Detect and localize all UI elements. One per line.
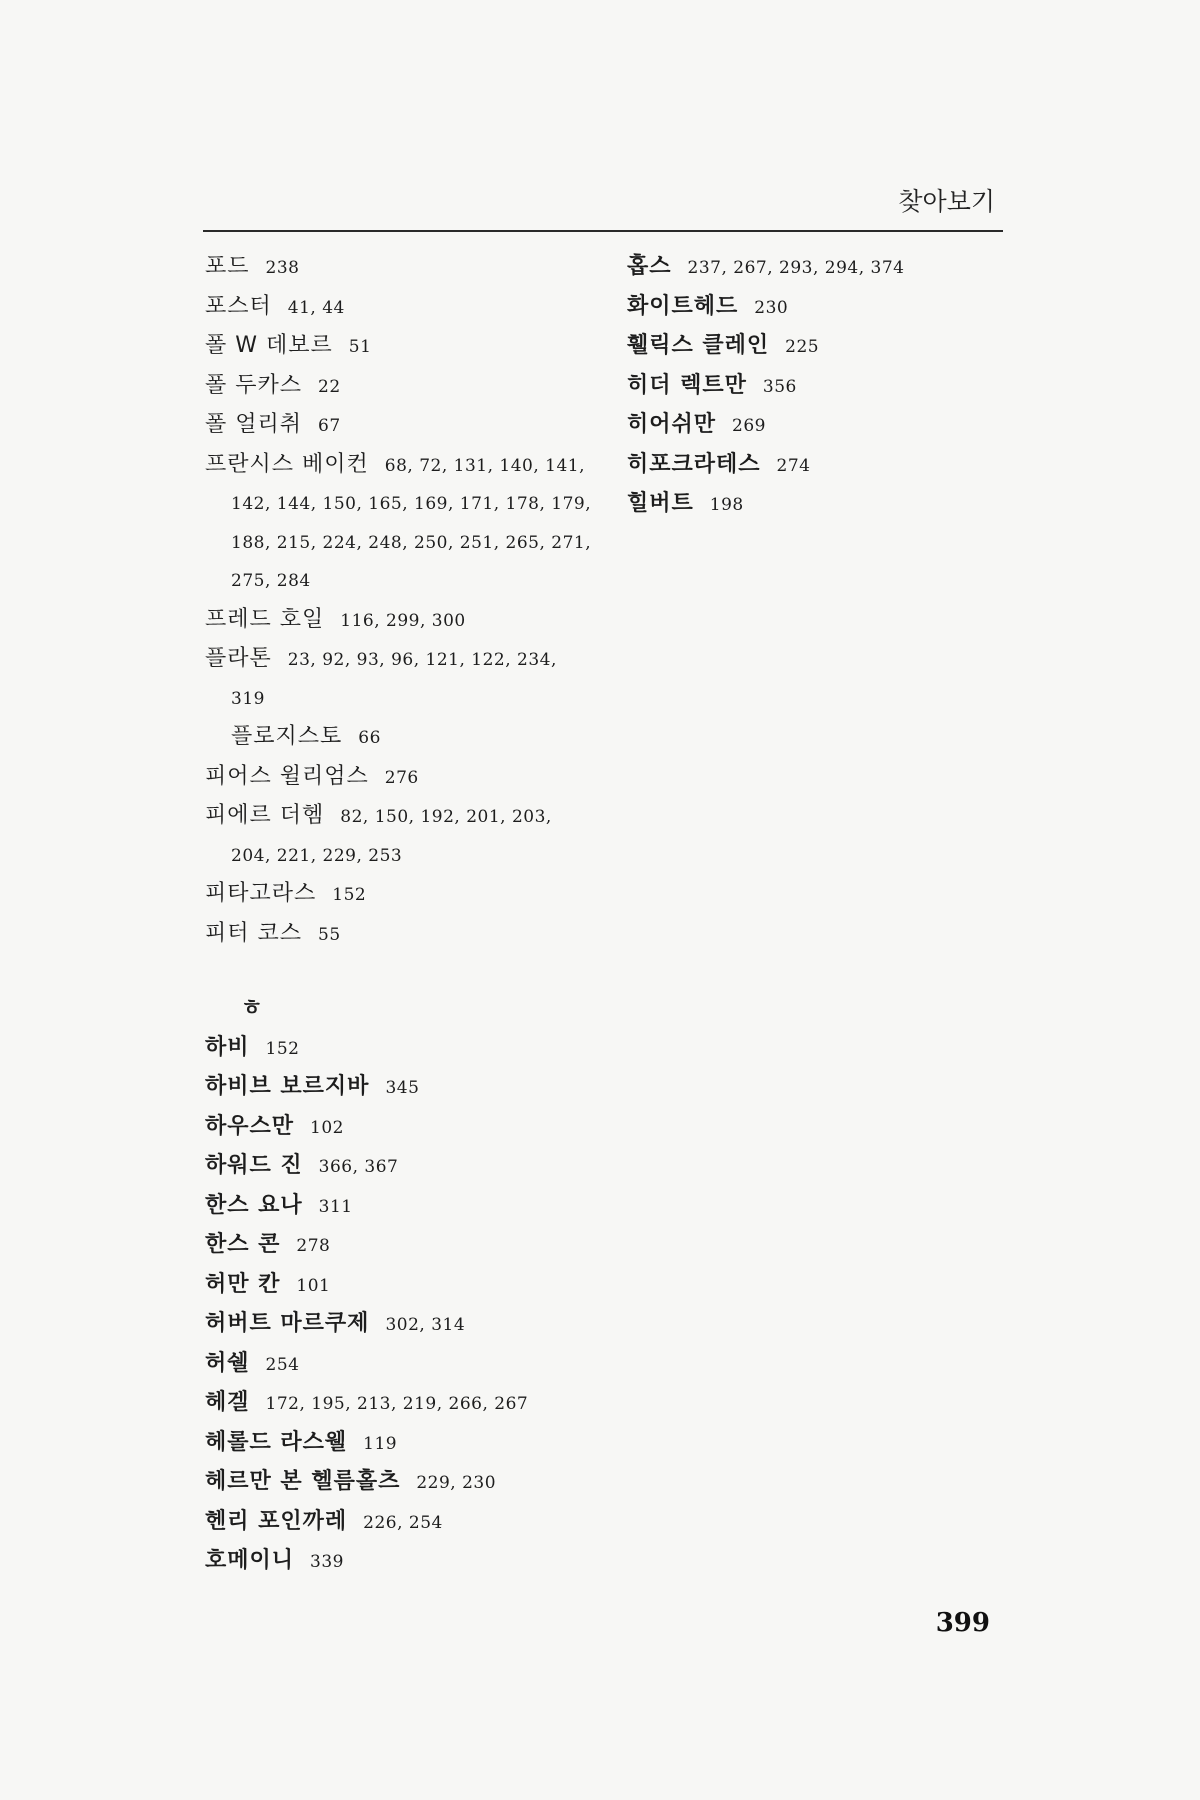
index-entry [205,288,615,328]
index-entry [627,406,1007,446]
entry-term: 폴 얼리취 [205,412,303,437]
entry-term: 플라톤 [205,646,272,671]
index-entry [205,875,615,915]
entry-term: 헤르만 본 헬름홀츠 [205,1469,401,1494]
entry-continuation: 188, 215, 224, 248, 250, 251, 265, 271, [231,532,592,553]
index-entry [205,248,615,288]
entry-term: 홉스 [627,254,672,279]
index-entry [205,1187,615,1227]
index-entry [205,915,615,955]
index-entry [627,288,1007,328]
index-entry [205,718,615,758]
entry-pages: 55 [318,924,341,945]
index-entry [205,1226,615,1266]
index-entry [205,1305,615,1345]
index-entry [205,327,615,367]
index-entry [205,367,615,407]
index-entry [205,1503,615,1543]
entry-pages: 82, 150, 192, 201, 203, [340,807,552,827]
index-entry [205,797,615,837]
index-entry [205,1424,615,1464]
entry-term: 프레드 호일 [205,606,325,632]
index-entry [205,640,615,680]
entry-pages: 254 [265,1354,300,1375]
entry-pages: 226, 254 [363,1512,443,1533]
entry-term: 프란시스 베이컨 [205,451,369,477]
entry-term: 한스 콘 [205,1232,281,1257]
entry-term: 하우스만 [205,1113,295,1139]
entry-pages: 356 [762,376,797,397]
entry-pages: 269 [732,416,766,436]
entry-continuation: 204, 221, 229, 253 [231,845,403,866]
section-heading: ㅎ [241,996,263,1021]
entry-pages: 51 [348,337,372,357]
index-entry [205,1108,615,1148]
index-entry [205,1542,615,1582]
index-entry [205,1463,615,1503]
entry-term: 피터 코스 [205,920,303,946]
header-rule [203,230,1003,232]
entry-term: 하비브 보르지바 [205,1074,370,1099]
entry-pages: 68, 72, 131, 140, 141, [384,455,586,476]
entry-term: 한스 요나 [205,1192,303,1218]
entry-term: 휄릭스 클레인 [627,333,770,358]
entry-pages: 41, 44 [287,297,345,318]
entry-term: 하워드 진 [205,1153,303,1178]
entry-term: 허만 칸 [205,1271,281,1297]
index-entry [205,601,615,641]
entry-pages: 152 [332,885,367,905]
index-entry [205,446,615,486]
entry-term: 호메이니 [205,1548,295,1573]
entry-term: 피타고라스 [205,881,317,906]
entry-term: 허쉘 [205,1350,250,1376]
index-entry [205,1147,615,1187]
index-entry [627,446,1007,486]
entry-term: 헤겔 [205,1390,250,1415]
index-entry [205,1384,615,1424]
entry-term: 히어쉬만 [627,412,717,437]
entry-pages: 225 [785,337,820,357]
entry-pages: 116, 299, 300 [340,610,466,631]
entry-term: 히포크라테스 [627,451,761,477]
entry-pages: 274 [776,455,811,476]
index-entry [627,485,1007,525]
entry-term: 하비 [205,1034,250,1060]
entry-pages: 119 [363,1433,398,1454]
entry-pages: 101 [296,1275,331,1296]
entry-pages: 230 [754,297,789,318]
index-entry [205,758,615,798]
entry-pages: 238 [265,258,300,278]
entry-term: 피에르 더헴 [205,803,325,828]
entry-term: 포드 [205,254,250,279]
entry-pages: 152 [265,1038,300,1059]
entry-pages: 345 [385,1078,420,1098]
entry-pages: 22 [318,376,341,397]
entry-pages: 366, 367 [318,1157,399,1177]
index-column-right [627,248,1007,525]
entry-term: 플로지스토 [231,724,343,749]
entry-term: 히더 렉트만 [627,372,747,398]
index-entry [205,1029,615,1069]
entry-pages: 102 [310,1117,344,1138]
page-number: 399 [935,1608,990,1638]
entry-pages: 339 [310,1552,344,1572]
entry-pages: 302, 314 [385,1315,466,1335]
index-entry [627,327,1007,367]
entry-pages: 276 [384,767,419,788]
entry-continuation: 142, 144, 150, 165, 169, 171, 178, 179, [231,494,592,514]
index-entry [627,248,1007,288]
entry-term: 힐버트 [627,491,694,516]
entry-pages: 23, 92, 93, 96, 121, 122, 234, [287,650,557,670]
index-entry [627,367,1007,407]
entry-pages: 237, 267, 293, 294, 374 [687,258,905,278]
entry-term: 화이트헤드 [627,293,739,319]
index-group-p [205,248,615,954]
entry-term: 폴 W 데보르 [205,333,333,358]
index-entry [205,1345,615,1385]
entry-term: 피어스 윌리엄스 [205,763,369,789]
index-entry [205,1068,615,1108]
entry-continuation: 275, 284 [231,571,311,591]
entry-pages: 198 [709,495,744,515]
entry-pages: 278 [296,1236,331,1256]
index-entry [205,1266,615,1306]
index-entry [205,406,615,446]
entry-pages: 67 [318,416,341,436]
running-head: 찾아보기 [898,187,995,216]
entry-term: 헤롤드 라스웰 [205,1429,348,1455]
entry-term: 포스터 [205,293,272,319]
entry-pages: 229, 230 [416,1473,497,1493]
entry-term: 허버트 마르쿠제 [205,1311,370,1336]
entry-pages: 172, 195, 213, 219, 266, 267 [265,1394,529,1414]
entry-pages: 66 [358,728,381,748]
entry-term: 폴 두카스 [205,372,303,398]
entry-pages: 311 [318,1196,353,1217]
index-group-h [205,1029,615,1582]
index-column-left [205,248,615,1582]
entry-continuation: 319 [231,688,265,709]
entry-term: 헨리 포인까레 [205,1508,348,1534]
